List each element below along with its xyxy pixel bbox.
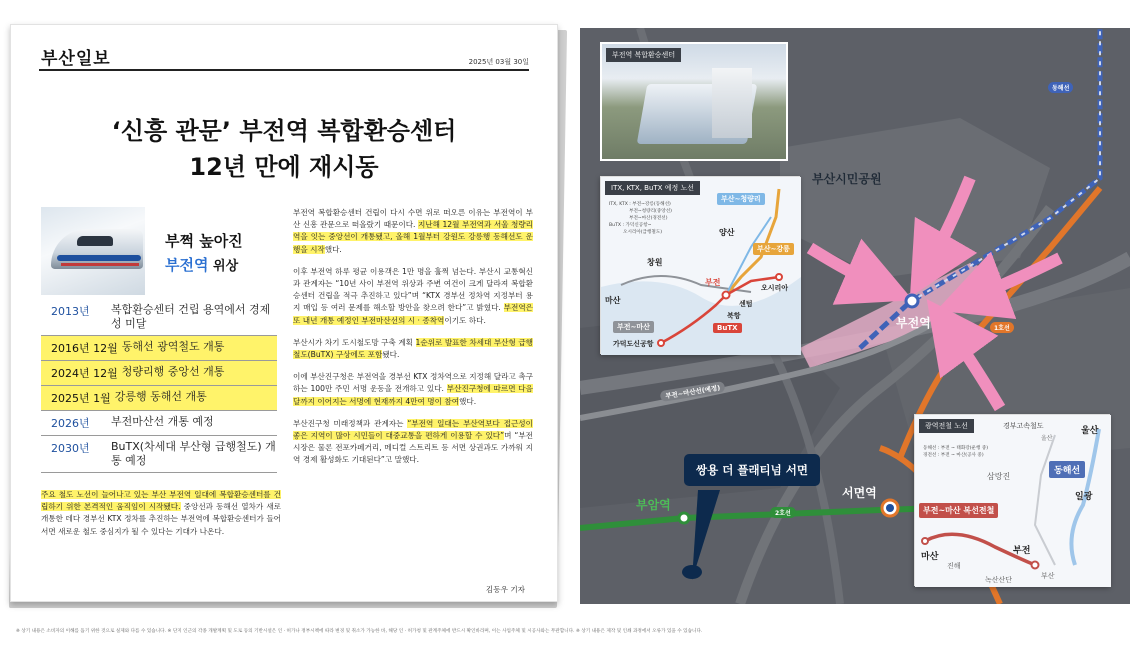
paragraph-4-highlight: 부산진구청에 따르면 다음 달까지 이어지는 서명에 현재까지 4만여 명이 참여 [293,384,533,406]
label-buam-station: 부암역 [636,498,671,512]
ktx-train-image [41,207,145,295]
label-seomyeon-station: 서면역 [842,486,877,500]
paragraph-3-highlight: 1순위로 발표한 차세대 부산형 급행철도(BuTX) 구상에도 포함 [293,337,533,360]
paragraph-4-end: 했다. [459,396,477,406]
label-bujeon: 부전 [705,278,721,287]
itx-legend-2: 부전~청량리(중앙선) [629,209,672,214]
newspaper-clipping [10,24,558,602]
paragraph-3-text: 부산시가 차기 도시철도망 구축 계획 [293,337,416,347]
itx-route-inset [600,176,800,354]
timeline-event: 청량리행 중앙선 개통 [121,365,225,378]
timeline-year: 2016년 12월 [41,340,122,356]
timeline-row [41,436,277,473]
tag-bujeon-masan: 부전~마산 복선전철 [919,503,998,518]
left-paragraph [41,489,281,538]
timeline-year: 2026년 [51,417,90,430]
article-left-paragraph [41,489,281,548]
left-paragraph-highlight: 주요 철도 노선이 늘어나고 있는 부산 부전역 일대에 복합환승센터를 건립하기 위한 본격적인 움직임이 시작됐다. [41,490,281,512]
paragraph-3-end: 됐다. [382,350,400,360]
timeline-year: 2030년 [51,442,90,455]
itx-inset-title: ITX, KTX, BuTX 예정 노선 [605,181,700,195]
paragraph-1-highlight: 지난해 12월 부전역과 서울 청량리역을 잇는 중앙선이 개통됐고, 올해 1월부터 강원도 강릉행 동해선도 운행을 시작 [293,220,534,254]
timeline-row [41,411,277,436]
label-ulsan-small: 울산 [1041,435,1053,442]
label-samnangjin: 삼랑진 [987,472,1011,481]
disclaimer-footnote: ※ 상기 내용은 소비자의 이해를 돕기 위한 것으로 실제와 다를 수 있습니다. ※ 단지 인근의 각종 개발계획 및 도로 등의 기반시설은 인 · 허가나 정부시책에 따라 변경 및 취소가 가능한 바, 해당 인 · 허가청 및 관계주체에 반드시 확인바라며, 이는 사업주체 및 시공사와는 무관합니다. ※ 상기 내용은 제작 및 인쇄 과정에서 오류가 있을 수 있습니다. [16,629,703,634]
timeline-row [41,299,277,336]
train-window-shape [77,236,113,246]
label-gyeongbu: 경부고속철도 [1003,422,1044,430]
article-headline [41,113,527,185]
paragraph-2-end: 이기도 하다. [444,315,486,325]
headline-line-2: 12년 만에 재시동 [189,153,379,181]
metro-legend-1: 동해선 : 부전 ~ 태화강(운행 중) [923,446,989,451]
label-metro-masan: 마산 [921,552,939,562]
metro-route-inset [914,414,1110,586]
site-marker [682,565,702,579]
left-paragraph-rest: 중앙선과 동해선 열차가 새로 개통한 데다 경부선 KTX 정차를 추진하는 부전역에 복합환승센터가 들어서면 새로운 철도 중심지가 될 수 있다는 기대가 나온다. [41,502,281,536]
timeline-event: 강릉행 동해선 개통 [114,390,207,403]
paragraph-5 [293,418,533,467]
article-byline: 김동우 기자 [485,585,525,594]
tower-render-shape [712,68,752,138]
itx-legend-1: ITX, KTX : 부전~강릉(동해선) [609,202,671,207]
headline-line-1: ‘신흥 관문’ 부전역 복합환승센터 [111,117,457,145]
timeline-row [41,386,277,411]
tag-donghae: 동해선 [1049,461,1085,478]
train-caption-line-1: 부쩍 높아진 [165,232,243,250]
train-illustration [41,207,277,297]
paragraph-1 [293,207,533,256]
train-caption-suffix: 위상 [208,259,239,274]
milestone-timeline [41,299,277,473]
itx-gadeok-dot [658,340,664,346]
masthead-rule [39,69,529,71]
label-masan: 마산 [605,296,621,305]
label-ilgwang: 일광 [1075,492,1093,502]
tag-line-1: 1호선 [990,322,1014,333]
newspaper-masthead: 부산일보 [41,49,111,69]
tag-line-2: 2호선 [770,507,796,518]
buam-station-marker [679,513,689,523]
paragraph-5-text: 부산진구청 미래정책과 관계자는 [293,418,408,428]
paragraph-2 [293,266,533,327]
itx-bujeon-dot [723,292,730,299]
tag-donghae-line: 동해선 [1048,82,1073,93]
label-ulsan: 울산 [1081,426,1099,436]
timeline-event: 부전마산선 개통 예정 [111,415,214,428]
tag-bujeon-masan-line: 부전~마산선(예정) [660,381,726,402]
tag-butx: BuTX [713,323,742,333]
timeline-row [41,361,277,386]
tag-cheongnyangni: 부산~청량리 [717,193,765,205]
metro-masan-dot [922,538,928,544]
label-jinhae: 진해 [947,562,961,570]
metro-legend [923,445,988,459]
seomyeon-transfer-icon [886,504,894,512]
itx-legend [609,201,672,236]
train-blue-stripe [57,255,141,261]
label-gadeok: 가덕도신공항 [613,340,654,348]
metro-legend-2: 경전선 : 부전 ~ 마산(공사 중) [923,453,984,458]
label-centum: 센텀 [739,300,753,308]
timeline-year: 2025년 1월 [41,390,115,406]
tag-gangneung: 부산~강릉 [753,243,794,255]
paragraph-4-text: 이에 부산진구청은 부전역을 경부선 KTX 정차역으로 지정해 달라고 촉구하는 100만 주민 서명 운동을 전개하고 있다. [293,372,533,394]
itx-legend-5: 오시리아(급행철도) [623,230,663,235]
timeline-year: 2013년 [51,305,90,318]
itx-legend-4: BuTX : 가덕신공항~ [609,223,652,228]
tag-masan: 부전~마산 [613,321,654,333]
paragraph-4 [293,371,533,408]
label-bukhang: 북항 [727,312,741,320]
train-caption [165,229,243,279]
paragraph-3 [293,337,533,361]
location-map [580,28,1130,604]
publication-date: 2025년 03월 30일 [468,58,529,66]
bujeon-station-marker [906,295,918,307]
train-caption-accent: 부전역 [165,256,209,274]
label-osiria: 오시리아 [761,284,789,292]
timeline-year: 2024년 12월 [41,365,122,381]
timeline-event: BuTX(차세대 부산형 급행철도) 개통 예정 [111,440,276,467]
timeline-event: 복합환승센터 건립 용역에서 경제성 미달 [111,303,271,330]
label-bujeon-station: 부전역 [896,316,931,330]
label-changwon: 창원 [647,258,663,267]
label-noksan: 녹산산단 [985,576,1013,584]
train-caption-line-2 [165,253,243,279]
transfer-center-rendering [600,42,788,161]
photo-tag: 부전역 복합환승센터 [606,48,681,62]
paragraph-5-highlight: “부전역 일대는 부산역보다 접근성이 좋은 지역이 많아 시민들이 대중교통을 편하게 이용할 수 있다” [293,418,533,441]
metro-inset-title: 광역전철 노선 [919,419,974,433]
article-right-column [293,207,533,477]
label-metro-bujeon: 부전 [1013,546,1031,556]
label-yangsan: 양산 [719,228,735,237]
paragraph-5-end: 며 “부전시장은 물론 전포카페거리, 메디컬 스트리트 등 서면 상권과도 가까워 지역 경제 활성화도 기대된다”고 말했다. [293,431,533,465]
label-busan: 부산 [1041,572,1055,580]
paragraph-2-text: 이후 부전역 하루 평균 이용객은 1만 명을 훌쩍 넘는다. 부산시 교통혁신과 관계자는 “10년 사이 부전역 위상과 주변 여건이 크게 달라져 복합환승센터 건립을 적극 추진하고 있다”며 “KTX 경부선 정차역 지정부터 용지 매입 등 여러 문제를 해소할 방안을 찾으려 한다”고 밝혔다. [293,266,533,313]
label-citizen-park: 부산시민공원 [812,172,882,186]
timeline-row [41,336,277,361]
site-callout: 쌍용 더 플래티넘 서면 [684,454,820,486]
timeline-event: 동해선 광역철도 개통 [121,340,225,353]
train-red-stripe [61,263,139,266]
paragraph-1-end: 했다. [324,244,342,254]
itx-legend-3: 부전~마산(경전선) [629,216,668,221]
paragraph-2-highlight: 부전역은 또 내년 개통 예정인 부전마산선의 시 · 종착역 [293,303,533,325]
metro-bujeon-dot [1032,562,1039,569]
itx-osiria-dot [776,274,782,280]
paragraph-1-text: 부전역 복합환승센터 건립이 다시 수면 위로 떠오른 이유는 부전역이 부산 신흥 관문으로 떠올랐기 때문이다. [293,208,533,230]
